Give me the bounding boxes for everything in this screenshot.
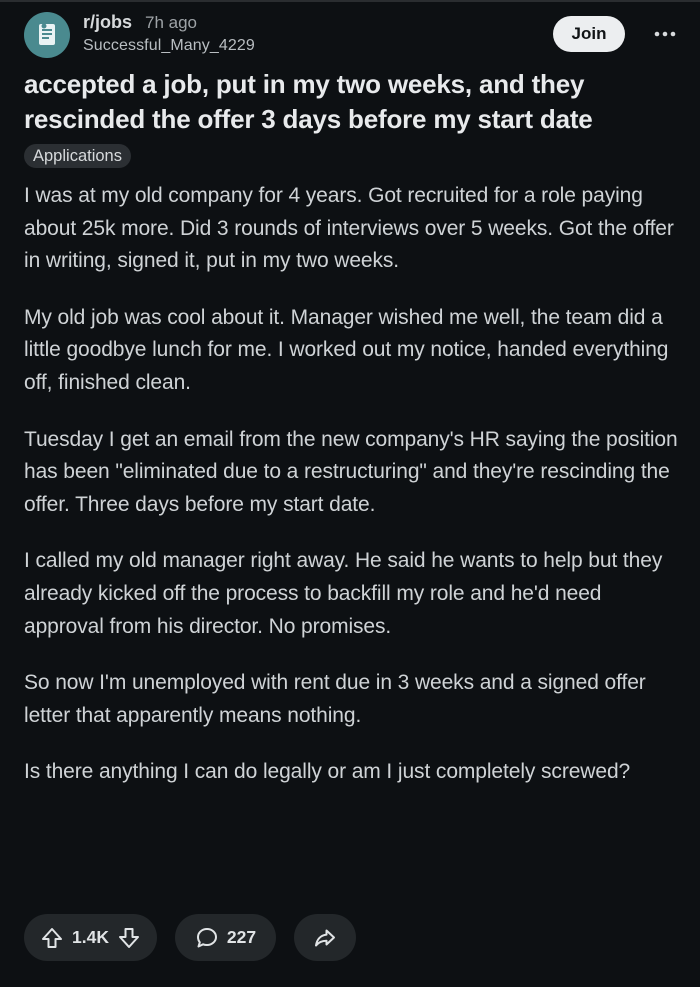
post-flair[interactable]: Applications [24, 144, 131, 168]
post-paragraph: Is there anything I can do legally or am I just completely screwed? [24, 760, 631, 784]
post-paragraph: My old job was cool about it. Manager wished me well, the team did a little goodbye lunch for me. I worked out my notice, handed everything off, finished clean. [24, 305, 669, 394]
post-paragraph: I was at my old company for 4 years. Got recruited for a role paying about 25k more. Did 3 rounds of interviews over 5 weeks. Got the offer in writing, signed it, put in my two weeks. [24, 184, 674, 273]
comments-button[interactable] [175, 914, 276, 961]
post-paragraph: Tuesday I get an email from the new company's HR saying the position has been "eliminated due to a restructuring" and they're rescinding the offer. Three days before my start date. [24, 427, 678, 516]
vote-control [24, 914, 157, 961]
post-paragraph: So now I'm unemployed with rent due in 3 weeks and a signed offer letter that apparently means nothing. [24, 671, 646, 727]
post-age: 7h ago [145, 13, 198, 32]
downvote-arrow-icon[interactable] [118, 927, 140, 949]
subreddit-avatar-icon[interactable] [24, 12, 70, 58]
more-options-icon[interactable] [648, 18, 682, 50]
share-arrow-icon [313, 926, 337, 950]
post-actions-bar [24, 914, 356, 961]
join-button[interactable]: Join [553, 16, 625, 52]
upvote-arrow-icon[interactable] [41, 927, 63, 949]
post-title[interactable]: accepted a job, put in my two weeks, and they rescinded the offer 3 days before my start date [24, 69, 593, 134]
post-meta [83, 12, 255, 55]
comment-bubble-icon [195, 926, 219, 950]
author-username[interactable]: Successful_Many_4229 [83, 37, 255, 54]
vote-count: 1.4K [72, 927, 109, 947]
post-body [24, 180, 684, 813]
comment-count: 227 [226, 927, 257, 947]
top-divider [0, 0, 700, 2]
post-paragraph: I called my old manager right away. He said he wants to help but they already kicked off the process to backfill my role and he'd need approval from his director. No promises. [24, 549, 663, 638]
share-button[interactable] [294, 914, 356, 961]
subreddit-name[interactable]: r/jobs [83, 12, 133, 32]
post-header [24, 10, 682, 60]
